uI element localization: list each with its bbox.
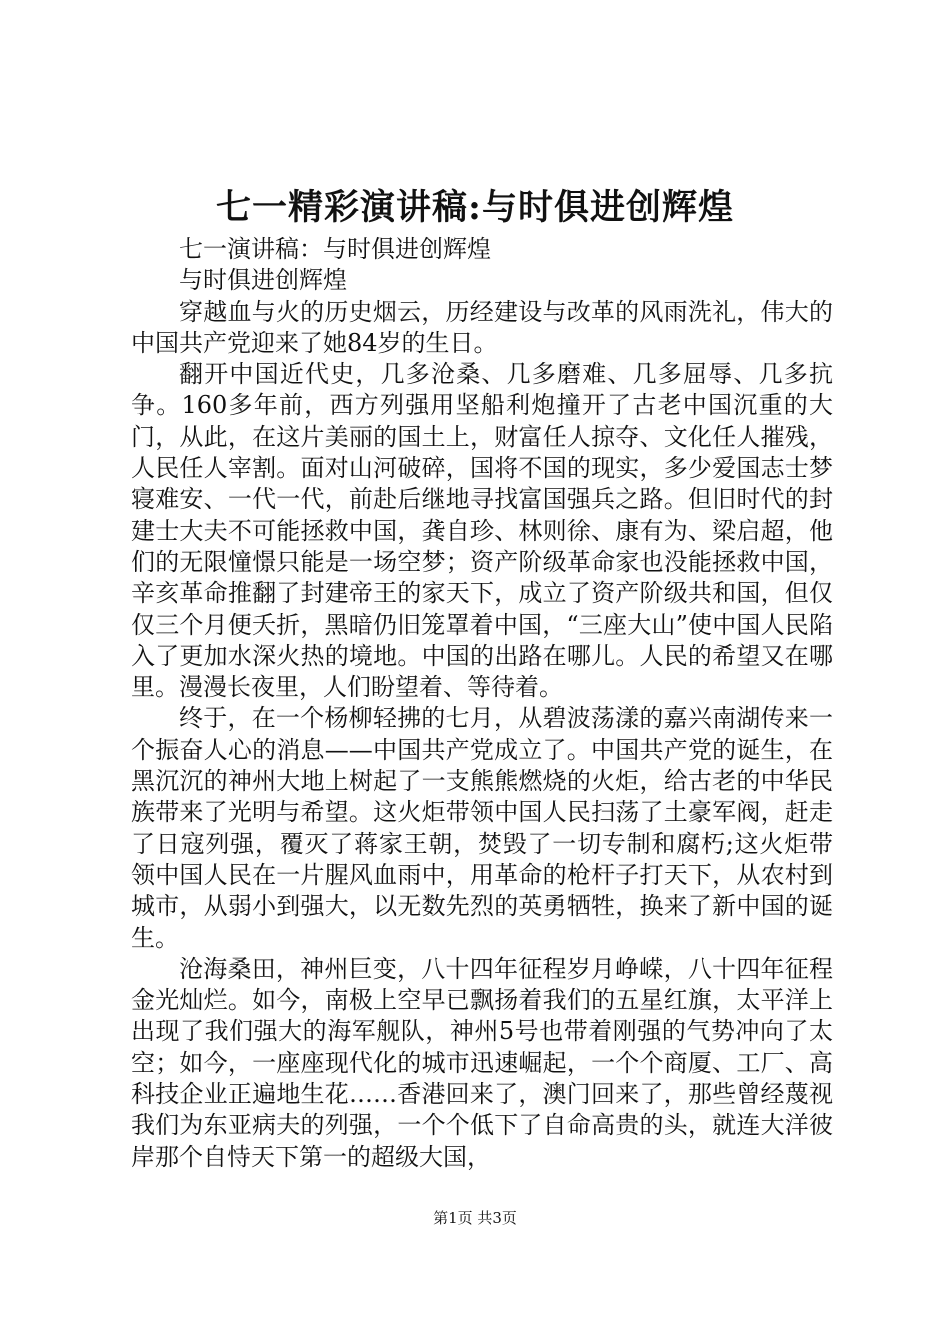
paragraph: 翻开中国近代史，几多沧桑、几多磨难、几多屈辱、几多抗争。160多年前，西方列强用坚船利炮撞开了古老中国沉重的大门，从此，在这片美丽的国土上，财富任人掠夺、文化任人摧残，人民任人宰割。面对山河破碎，国将不国的现实，多少爱国志士梦寝难安、一代一代，前赴后继地寻找富国强兵之路。但旧时代的封建士大夫不可能拯救中国，龚自珍、林则徐、康有为、梁启超，他们的无限憧憬只能是一场空梦；资产阶级革命家也没能拯救中国，辛亥革命推翻了封建帝王的家天下，成立了资产阶级共和国，但仅仅三个月便夭折，黑暗仍旧笼罩着中国，“三座大山”使中国人民陷入了更加水深火热的境地。中国的出路在哪儿。人民的希望又在哪里。漫漫长夜里，人们盼望着、等待着。 bbox=[131, 360, 833, 702]
paragraph: 沧海桑田，神州巨变，八十四年征程岁月峥嵘，八十四年征程金光灿烂。如今，南极上空早已飘扬着我们的五星红旗，太平洋上出现了我们强大的海军舰队，神州5号也带着刚强的气势冲向了太空；如今，一座座现代化的城市迅速崛起，一个个商厦、工厂、高科技企业正遍地生花……香港回来了，澳门回来了，那些曾经蔑视我们为东亚病夫的列强，一个个低下了自命高贵的头，就连大洋彼岸那个自恃天下第一的超级大国， bbox=[131, 954, 833, 1171]
paragraph: 终于，在一个杨柳轻拂的七月，从碧波荡漾的嘉兴南湖传来一个振奋人心的消息——中国共产党成立了。中国共产党的诞生，在黑沉沉的神州大地上树起了一支熊熊燃烧的火炬，给古老的中华民族带来了光明与希望。这火炬带领中国人民扫荡了土豪军阀，赶走了日寇列强，覆灭了蒋家王朝，焚毁了一切专制和腐朽;这火炬带领中国人民在一片腥风血雨中，用革命的枪杆子打天下，从农村到城市，从弱小到强大，以无数先烈的英勇牺牲，换来了新中国的诞生。 bbox=[131, 704, 833, 952]
paragraph-subtitle: 七一演讲稿：与时俱进创辉煌 bbox=[179, 235, 491, 263]
paragraph: 穿越血与火的历史烟云，历经建设与改革的风雨洗礼，伟大的中国共产党迎来了她84岁的生日。 bbox=[131, 297, 833, 357]
document-body bbox=[131, 234, 833, 1173]
page-footer: 第1页 共3页 bbox=[433, 1209, 517, 1227]
document-title: 七一精彩演讲稿:与时俱进创辉煌 bbox=[216, 187, 734, 228]
paragraph-heading: 与时俱进创辉煌 bbox=[179, 266, 347, 295]
